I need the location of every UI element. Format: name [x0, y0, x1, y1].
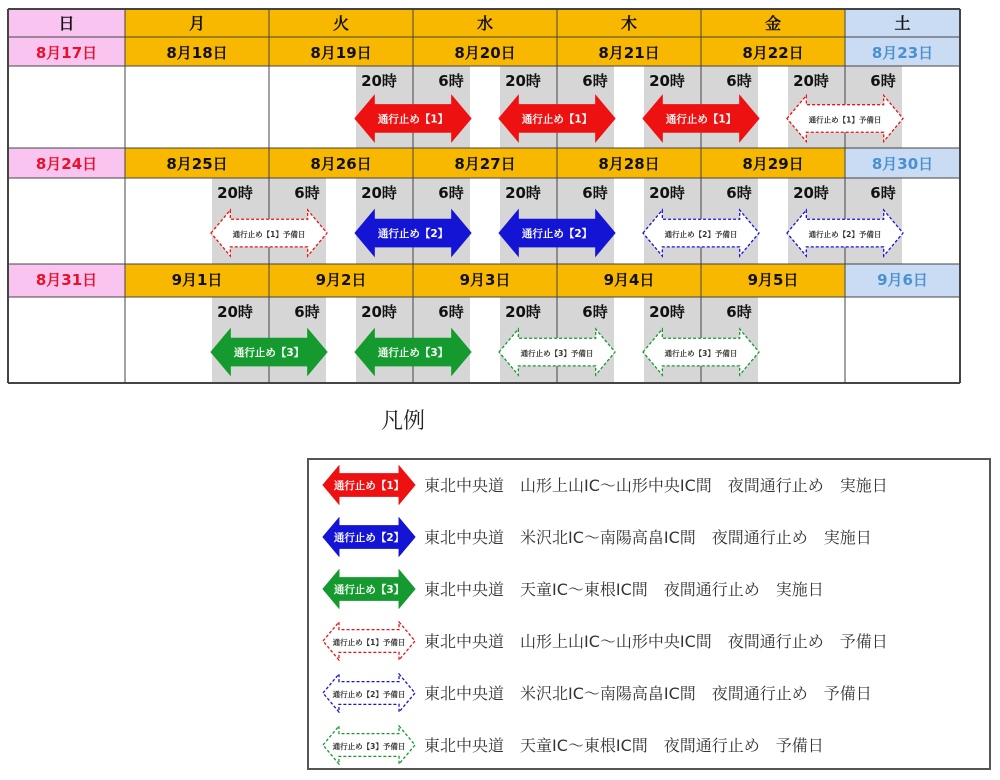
arrow-label: 通行止め【3】予備日 — [664, 349, 738, 359]
weekday-label: 木 — [620, 14, 638, 33]
legend-text: 東北中央道 米沢北IC～南陽高畠IC間 夜間通行止め 実施日 — [424, 528, 872, 547]
legend-text: 東北中央道 山形上山IC～山形中央IC間 夜間通行止め 実施日 — [424, 476, 888, 495]
week-row — [8, 264, 960, 383]
legend-arrow — [323, 570, 415, 608]
weekday-label: 水 — [476, 14, 494, 33]
start-time-label: 20時 — [361, 184, 397, 202]
end-time-label: 6時 — [582, 303, 608, 321]
end-time-label: 6時 — [582, 72, 608, 90]
arrow-label: 通行止め【1】予備日 — [232, 230, 306, 240]
date-label: 9月6日 — [877, 271, 928, 289]
legend-row — [321, 725, 981, 765]
arrow-label: 通行止め【2】 — [377, 228, 449, 241]
end-time-label: 6時 — [438, 184, 464, 202]
start-time-label: 20時 — [649, 184, 685, 202]
arrow-label: 通行止め【2】予備日 — [332, 690, 406, 699]
date-label: 9月5日 — [747, 271, 799, 289]
date-label: 8月24日 — [35, 155, 98, 173]
legend-title: 凡例 — [381, 409, 426, 434]
start-time-label: 20時 — [505, 72, 541, 90]
weekday-label: 日 — [58, 14, 75, 33]
legend-text: 東北中央道 天童IC～東根IC間 夜間通行止め 実施日 — [424, 580, 824, 599]
end-time-label: 6時 — [870, 184, 896, 202]
week-body — [8, 297, 960, 383]
start-time-label: 20時 — [361, 72, 397, 90]
start-time-label: 20時 — [649, 303, 685, 321]
end-time-label: 6時 — [726, 72, 752, 90]
date-label: 8月19日 — [310, 44, 372, 62]
arrow-label: 通行止め【2】予備日 — [664, 230, 738, 240]
legend-row — [321, 465, 981, 505]
date-label: 8月26日 — [310, 155, 372, 173]
arrow-label: 通行止め【3】 — [377, 347, 449, 360]
date-label: 9月2日 — [315, 271, 367, 289]
legend-arrow — [323, 674, 415, 712]
date-label: 8月20日 — [454, 44, 516, 62]
date-label: 8月18日 — [166, 44, 228, 62]
legend-arrow — [323, 466, 415, 504]
date-label: 8月21日 — [598, 44, 660, 62]
legend-row — [321, 517, 981, 557]
end-time-label: 6時 — [438, 303, 464, 321]
legend-arrow — [323, 622, 415, 660]
arrow-label: 通行止め【3】 — [233, 347, 305, 360]
date-label: 8月27日 — [454, 155, 516, 173]
arrow-label: 通行止め【2】予備日 — [808, 230, 882, 240]
arrow-label: 通行止め【1】予備日 — [808, 115, 882, 125]
date-label: 8月22日 — [742, 44, 804, 62]
arrow-label: 通行止め【1】 — [333, 480, 405, 492]
date-label: 8月25日 — [166, 155, 228, 173]
legend-text: 東北中央道 山形上山IC～山形中央IC間 夜間通行止め 予備日 — [424, 632, 888, 651]
end-time-label: 6時 — [726, 303, 752, 321]
date-label: 8月31日 — [35, 271, 98, 289]
date-label: 8月23日 — [871, 44, 934, 62]
end-time-label: 6時 — [726, 184, 752, 202]
start-time-label: 20時 — [217, 303, 253, 321]
end-time-label: 6時 — [870, 72, 896, 90]
date-label: 8月29日 — [742, 155, 804, 173]
arrow-label: 通行止め【1】 — [521, 113, 593, 126]
legend-text: 東北中央道 米沢北IC～南陽高畠IC間 夜間通行止め 予備日 — [424, 684, 872, 703]
legend-arrow-icon — [321, 621, 417, 661]
arrow-label: 通行止め【1】予備日 — [332, 638, 406, 647]
end-time-label: 6時 — [582, 184, 608, 202]
start-time-label: 20時 — [649, 72, 685, 90]
date-label: 9月4日 — [603, 271, 655, 289]
legend-arrow-icon — [321, 569, 417, 609]
start-time-label: 20時 — [361, 303, 397, 321]
legend-row — [321, 569, 981, 609]
start-time-label: 20時 — [217, 184, 253, 202]
date-label: 9月3日 — [459, 271, 511, 289]
start-time-label: 20時 — [505, 303, 541, 321]
end-time-label: 6時 — [294, 303, 320, 321]
arrow-label: 通行止め【3】予備日 — [520, 349, 594, 359]
end-time-label: 6時 — [438, 72, 464, 90]
date-label: 8月28日 — [598, 155, 660, 173]
weekday-header — [8, 9, 960, 37]
arrow-label: 通行止め【1】 — [377, 113, 449, 126]
arrow-label: 通行止め【2】 — [521, 228, 593, 241]
start-time-label: 20時 — [793, 184, 829, 202]
legend-arrow — [323, 518, 415, 556]
legend-arrow — [323, 726, 415, 764]
legend-row — [321, 621, 981, 661]
start-time-label: 20時 — [505, 184, 541, 202]
legend-row — [321, 673, 981, 713]
weekday-label: 土 — [894, 14, 911, 33]
weekday-label: 月 — [188, 14, 206, 33]
legend-arrow-icon — [321, 517, 417, 557]
end-time-label: 6時 — [294, 184, 320, 202]
weekday-label: 金 — [764, 14, 782, 33]
date-label: 9月1日 — [171, 271, 223, 289]
date-label: 8月17日 — [35, 44, 98, 62]
legend-arrow-icon — [321, 465, 417, 505]
legend-text: 東北中央道 天童IC～東根IC間 夜間通行止め 予備日 — [424, 736, 824, 755]
weekday-label: 火 — [332, 14, 350, 33]
start-time-label: 20時 — [793, 72, 829, 90]
arrow-label: 通行止め【3】 — [333, 584, 405, 596]
arrow-label: 通行止め【3】予備日 — [332, 742, 406, 751]
legend-arrow-icon — [321, 673, 417, 713]
legend-arrow-icon — [321, 725, 417, 765]
arrow-label: 通行止め【1】 — [665, 113, 737, 126]
arrow-label: 通行止め【2】 — [333, 532, 405, 544]
legend-box — [307, 458, 991, 770]
date-label: 8月30日 — [871, 155, 934, 173]
